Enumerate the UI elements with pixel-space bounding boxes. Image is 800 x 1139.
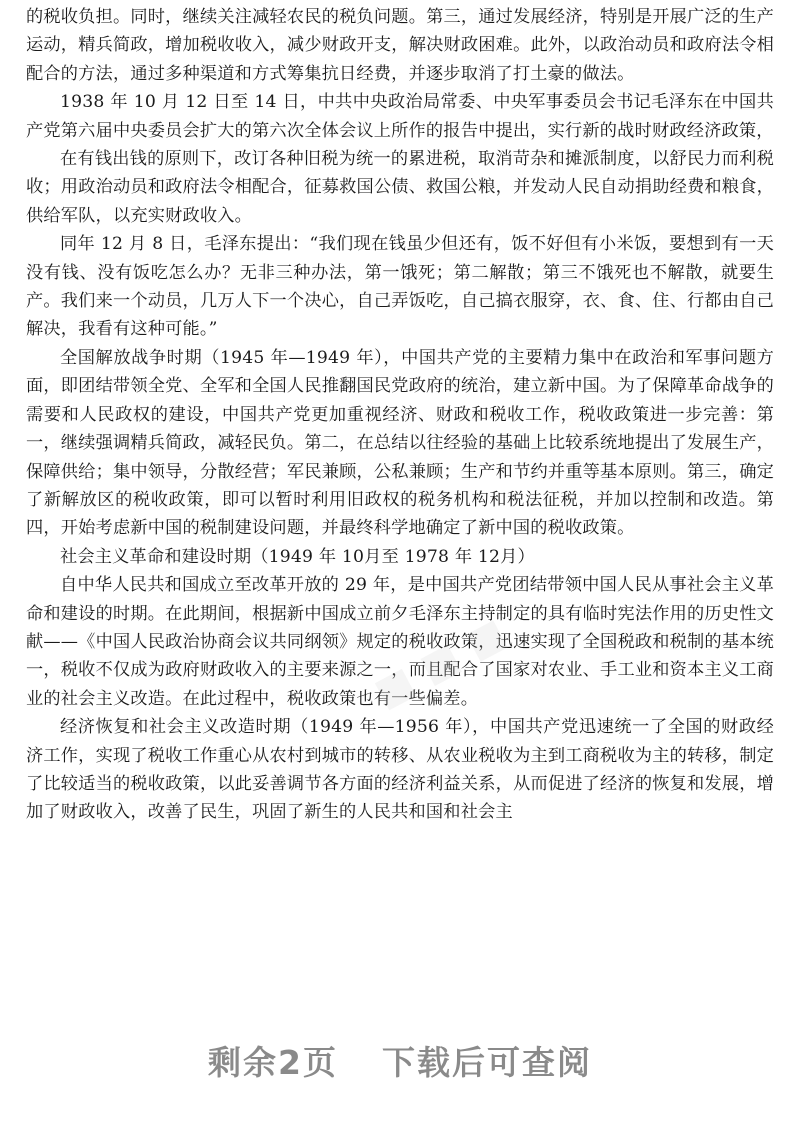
paragraph-liberation-war: 全国解放战争时期（1945 年—1949 年），中国共产党的主要精力集中在政治和军事问题方面，即团结带领全党、全军和全国人民推翻国民党政府的统治，建立新中国。为了保障革命战争的需要和人民政权的建设，中国共产党更加重视经济、财政和税收工作，税收政策进一步完善：第一，继续强调精兵简政，减轻民负。第二，在总结以往经验的基础上比较系统地提出了发展生产，保障供给；集中领导，分散经营；军民兼顾，公私兼顾；生产和节约并重等基本原则。第三，确定了新解放区的税收政策，即可以暂时利用旧政权的税务机构和税法征税，并加以控制和改造。第四，开始考虑新中国的税制建设问题，并最终科学地确定了新中国的税收政策。 [26, 347, 774, 539]
paragraph-quote-policy: 在有钱出钱的原则下，改订各种旧税为统一的累进税，取消苛杂和摊派制度，以舒民力而利税收；用政治动员和政府法令相配合，征募救国公债、救国公粮，并发动人民自动捐助经费和粮食，供给军队，以充实财政收入。 [26, 149, 774, 226]
paragraph-economic-recovery: 经济恢复和社会主义改造时期（1949 年—1956 年），中国共产党迅速统一了全国的财政经济工作，实现了税收工作重心从农村到城市的转移、从农业税收为主到工商税收为主的转移，制定了比较适当的税收政策，以此妥善调节各方面的经济利益关系，从而促进了经济的恢复和发展，增加了财政收入，改善了民生，巩固了新生的人民共和国和社会主 [26, 717, 774, 823]
paragraph-december-remarks: 同年 12 月 8 日，毛泽东提出：“我们现在钱虽少但还有，饭不好但有小米饭，要想到有一天没有钱、没有饭吃怎么办？无非三种办法，第一饿死；第二解散；第三不饿死也不解散，就要生产。我们来一个动员，几万人下一个决心，自己弄饭吃，自己搞衣服穿，衣、食、住、行都由自己解决，我看有这种可能。” [26, 234, 774, 340]
paragraph-1938-report: 1938 年 10 月 12 日至 14 日，中共中央政治局常委、中央军事委员会书记毛泽东在中国共产党第六届中央委员会扩大的第六次全体会议上所作的报告中提出，实行新的战时财政经济政策， [26, 92, 774, 141]
watermark-logo: ■ ■ ■ [366, 609, 514, 717]
remaining-pages-label[interactable]: 剩余2页 [208, 1043, 338, 1082]
download-prompt-banner[interactable] [0, 1037, 800, 1084]
paragraph-continuation: 的税收负担。同时，继续关注减轻农民的税负问题。第三，通过发展经济，特别是开展广泛的生产运动，精兵简政，增加税收收入，减少财政开支，解决财政困难。此外，以政治动员和政府法令相配合的方法，通过多种渠道和方式筹集抗日经费，并逐步取消了打土豪的做法。 [26, 7, 774, 84]
paragraph-prc-founding: 自中华人民共和国成立至改革开放的 29 年，是中国共产党团结带领中国人民从事社会主义革命和建设的时期。在此期间，根据新中国成立前夕毛泽东主持制定的具有临时宪法作用的历史性文献——《中国人民政治协商会议共同纲领》规定的税收政策，迅速实现了全国税政和税制的基本统一，税收不仅成为政府财政收入的主要来源之一，而且配合了国家对农业、手工业和资本主义工商业的社会主义改造。在此过程中，税收政策也有一些偏差。 [26, 575, 774, 709]
document-body [26, 3, 774, 827]
download-to-view-label[interactable]: 下载后可查阅 [381, 1043, 592, 1082]
section-heading-socialist-period: 社会主义革命和建设时期（1949 年 10月至 1978 年 12月） [60, 546, 535, 567]
